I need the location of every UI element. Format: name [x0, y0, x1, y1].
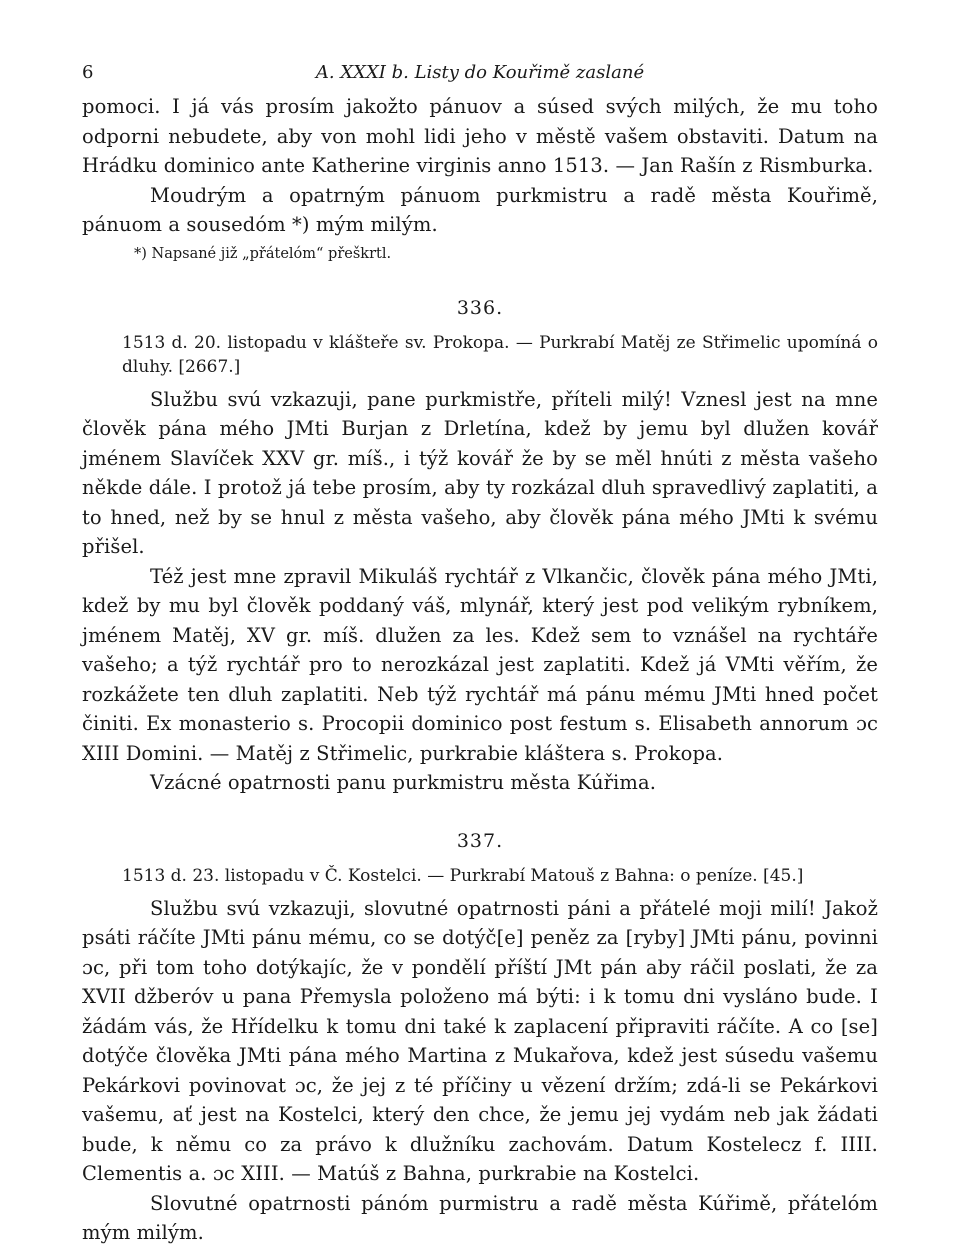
footnote: *) Napsané již „přátelóm“ přeškrtl. — [134, 245, 392, 262]
letter-336 — [82, 297, 878, 798]
letter-regest: 1513 d. 23. listopadu v Č. Kostelci. — Purkrabí Matouš z Bahna: o peníze. [45.] — [122, 865, 804, 886]
document-page — [82, 62, 878, 1248]
letter-address: Slovutné opatrnosti pánóm purmistru a radě města Kúřimě, přátelóm mým milým. — [82, 1191, 878, 1244]
letter-regest: 1513 d. 20. listopadu v klášteře sv. Prokopa. — Purkrabí Matěj ze Střimelic upomíná o dluhy. [2667.] — [122, 332, 878, 377]
letter-paragraph: Též jest mne zpravil Mikuláš rychtář z Vlkančic, člověk pána mého JMti, kdež by mu byl člověk poddaný váš, mlynář, který jest pod velikým rybníkem, jménem Matěj, XV gr. míš. dlužen za les. Kdež sem to vznášel na rychtáře vašeho; a týž rychtář pro to nerozkázal jest zaplatiti. Kdež já VMti věřím, že rozkážete ten dluh zaplatiti. Neb týž rychtář má pánu mému JMti hned počet činiti. Ex monasterio s. Procopii dominico post festum s. Elisabeth annorum ɔc XIII Domini. — Matěj z Střimelic, purkrabie kláštera s. Prokopa. — [82, 564, 878, 765]
running-title: A. XXXI b. Listy do Kouřimě zaslané — [315, 62, 645, 83]
running-head — [82, 62, 878, 92]
page-number: 6 — [82, 62, 94, 83]
letter-paragraph: Službu svú vzkazuji, slovutné opatrnosti páni a přátelé moji milí! Jakož psáti ráčíte JMti pánu mému, co se dotýč[e] peněz za [ryby] JMti pánu, povinni ɔc, při tom toho dotýkajíc, že v pondělí příští JMt pán aby ráčil poslati, že za XVII džberóv u pana Přemysla položeno má býti: i k tomu dni vysláno bude. I žádám vás, že Hřídelku k tomu dni také k zaplacení připraviti ráčíte. A co [se] dotýče člověka JMti pána mého Martina z Mukařova, kdež jest súsedu vašemu Pekárkovi povinovat ɔc, že jej z té příčiny u vězení držím; zdá-li se Pekárkovi vašemu, ať jest na Kostelci, který den chce, že jemu jej vydám neb jak žádati bude, k němu co za právo k dlužníku zachovám. Datum Kostelecz f. IIII. Clementis a. ɔc XIII. — Matúš z Bahna, purkrabie na Kostelci. — [82, 896, 878, 1185]
letter-number: 337. — [456, 829, 504, 852]
letter-number: 336. — [456, 296, 504, 319]
letter-paragraph: Službu svú vzkazuji, pane purkmistře, příteli milý! Vznesl jest na mne člověk pána mého JMti Burjan z Drletína, kdež by jemu byl dlužen kovář jménem Slavíček XXV gr. míš., i týž kovář že by se měl hnúti z města vašeho někde dále. I protož já tebe prosím, aby ty rozkázal dluh spravedlivý zaplatiti, a to hned, než by se hnul z města vašeho, aby člověk pána mého JMti k svému přišel. — [82, 387, 878, 558]
continuation-address: Moudrým a opatrným pánuom purkmistru a radě města Kouřimě, pánuom a sousedóm *) mým milým. — [82, 183, 878, 236]
letter-337 — [82, 830, 878, 1248]
continuation-paragraph: pomoci. I já vás prosím jakožto pánuov a súsed svých milých, že mu toho odporni nebudete, aby von mohl lidi jeho v městě vašem obstaviti. Datum na Hrádku dominico ante Katherine virginis anno 1513. — Jan Rašín z Rismburka. — [82, 95, 878, 177]
letter-address: Vzácné opatrnosti panu purkmistru města Kúřima. — [150, 771, 657, 794]
